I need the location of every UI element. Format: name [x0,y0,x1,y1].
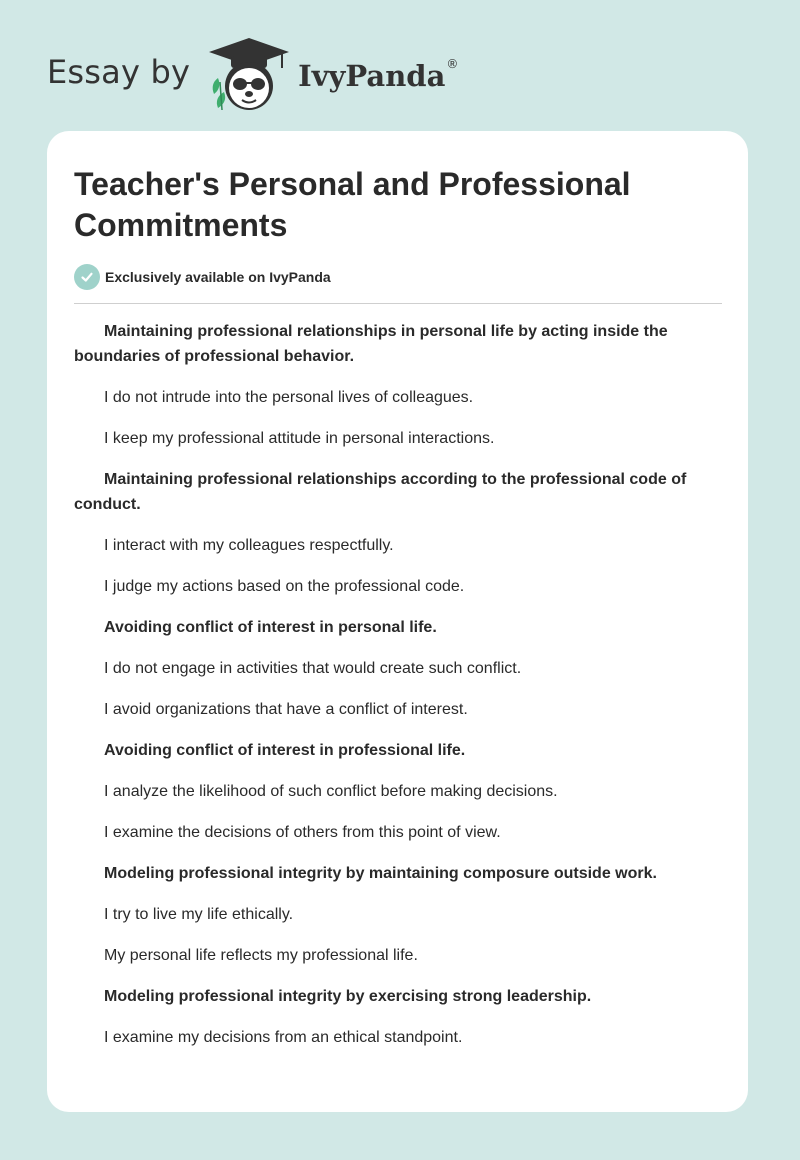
paragraph: I judge my actions based on the professional code. [104,578,465,595]
essay-body [74,319,722,1066]
paragraph: I examine the decisions of others from this point of view. [104,824,501,841]
paragraph: I interact with my colleagues respectfully. [104,537,394,554]
brand-prefix: Essay by [47,53,191,91]
section-heading: Modeling professional integrity by exercising strong leadership. [104,988,592,1005]
essay-card [47,131,748,1112]
paragraph: I analyze the likelihood of such conflict before making decisions. [104,783,558,800]
divider [74,303,722,304]
paragraph: My personal life reflects my professional life. [104,947,418,964]
site-header-logo[interactable] [47,34,458,114]
registered-mark: ® [446,57,459,71]
essay-title: Teacher's Personal and Professional Commitments [74,166,631,243]
paragraph: I try to live my life ethically. [104,906,294,923]
section-heading: Avoiding conflict of interest in professional life. [104,742,466,759]
exclusive-text: Exclusively available on IvyPanda [105,269,331,285]
check-circle-icon [74,264,100,290]
paragraph: I avoid organizations that have a conflict of interest. [104,701,468,718]
paragraph: I examine my decisions from an ethical standpoint. [104,1029,463,1046]
paragraph: I do not engage in activities that would create such conflict. [104,660,522,677]
section-heading: Maintaining professional relationships in personal life by acting inside the boundaries of professional behavior. [74,323,668,365]
paragraph: I do not intrude into the personal lives of colleagues. [104,389,474,406]
panda-graduation-cap-logo-icon [204,34,294,114]
paragraph: I keep my professional attitude in personal interactions. [104,430,495,447]
brand-name: IvyPanda [298,59,446,93]
section-heading: Avoiding conflict of interest in personal life. [104,619,437,636]
exclusive-badge [74,264,331,290]
section-heading: Maintaining professional relationships according to the professional code of conduct. [74,471,687,513]
section-heading: Modeling professional integrity by maintaining composure outside work. [104,865,657,882]
